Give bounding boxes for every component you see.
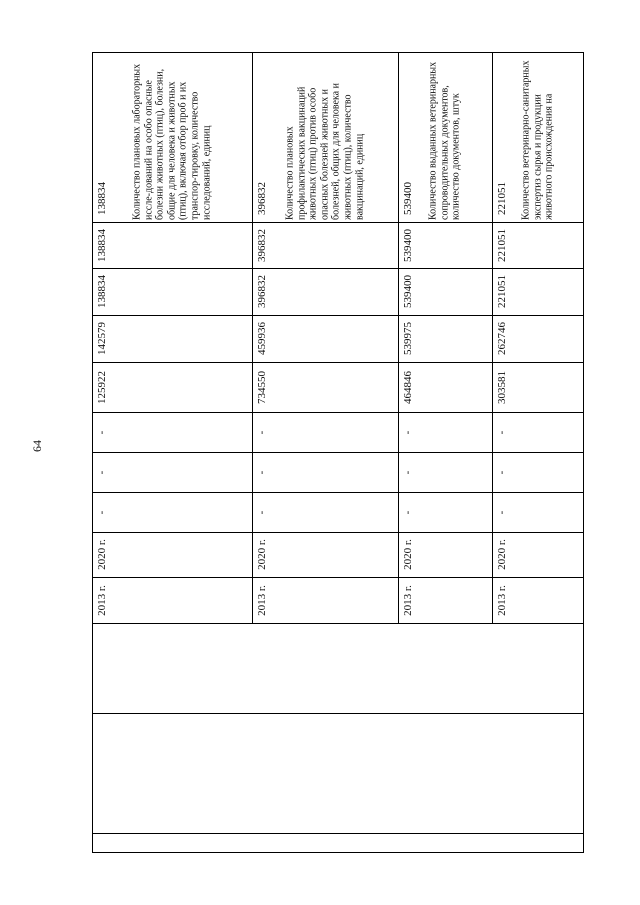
table-lower-separator-2 — [92, 713, 584, 714]
year-cell — [92, 577, 112, 623]
value-text: 539400 — [401, 182, 414, 215]
value-text: - — [495, 470, 508, 474]
value-text: - — [95, 430, 108, 434]
value-cell — [92, 268, 112, 315]
value-cell — [398, 222, 418, 268]
year-text: 2020 г. — [95, 539, 108, 570]
value-text: 262746 — [495, 322, 508, 355]
value-cell — [398, 412, 418, 452]
value-cell — [398, 175, 418, 222]
value-cell — [92, 315, 112, 362]
value-cell — [398, 452, 418, 492]
value-cell — [252, 268, 272, 315]
row-label: Количество плановых профилактических вакцинаций животных (птиц) против особо опасных болезней животных и болезней, общих для человека и животных (птиц), количество вакцинаций, единиц — [284, 83, 365, 220]
row-label-wrap — [252, 52, 398, 222]
value-cell — [398, 315, 418, 362]
value-text: 539400 — [401, 275, 414, 308]
year-cell — [492, 532, 512, 577]
row-label: Количество выданных ветеринарных сопроводительных документов, количество документов, штук — [427, 61, 462, 220]
value-text: 734550 — [255, 370, 268, 404]
year-text: 2013 г. — [95, 584, 108, 616]
value-cell — [492, 315, 512, 362]
value-text: - — [255, 430, 268, 434]
value-cell — [252, 412, 272, 452]
value-text: 221051 — [495, 182, 508, 215]
value-cell — [398, 268, 418, 315]
year-cell — [252, 532, 272, 577]
value-text: - — [401, 470, 414, 474]
page-number: 64 — [30, 440, 44, 452]
value-cell — [92, 222, 112, 268]
year-text: 2013 г. — [401, 584, 414, 616]
value-text: 142579 — [95, 322, 108, 355]
value-text: - — [255, 470, 268, 474]
row-label-wrap — [92, 52, 252, 222]
value-cell — [92, 412, 112, 452]
value-text: 303581 — [495, 370, 508, 404]
value-cell — [492, 175, 512, 222]
year-text: 2013 г. — [495, 584, 508, 616]
value-text: 464846 — [401, 370, 414, 404]
year-text: 2020 г. — [255, 539, 268, 570]
year-text: 2020 г. — [401, 539, 414, 570]
value-text: 539400 — [401, 228, 414, 262]
value-cell — [398, 362, 418, 412]
value-text: 396832 — [255, 182, 268, 215]
value-text: 221051 — [495, 275, 508, 308]
value-cell — [252, 315, 272, 362]
value-cell — [492, 452, 512, 492]
year-text: 2020 г. — [495, 539, 508, 570]
value-cell — [252, 362, 272, 412]
year-cell — [398, 577, 418, 623]
table-lower-separator-3 — [92, 833, 584, 834]
year-cell — [398, 532, 418, 577]
value-text: 396832 — [255, 275, 268, 308]
year-cell — [92, 532, 112, 577]
value-text: 396832 — [255, 228, 268, 262]
value-text: - — [255, 510, 268, 514]
value-cell — [252, 492, 272, 532]
value-cell — [92, 362, 112, 412]
value-text: 138834 — [95, 275, 108, 308]
value-text: - — [95, 470, 108, 474]
value-cell — [492, 492, 512, 532]
table-border-bottom — [92, 852, 584, 853]
value-cell — [492, 268, 512, 315]
value-cell — [252, 452, 272, 492]
value-text: 221051 — [495, 228, 508, 262]
year-text: 2013 г. — [255, 584, 268, 616]
value-cell — [92, 452, 112, 492]
year-cell — [492, 577, 512, 623]
table-lower-separator-1 — [92, 623, 584, 624]
value-text: 138834 — [95, 182, 108, 215]
value-text: 459936 — [255, 322, 268, 355]
value-text: 125922 — [95, 370, 108, 404]
value-text: - — [495, 430, 508, 434]
value-text: 138834 — [95, 228, 108, 262]
row-label: Количество плановых лабораторных иссле-дований на особо опасные болезни животных (птиц), болезни, общие для человека и животных (птиц), включая отбор проб и их транспор-тировку, количество исследований, единиц — [131, 63, 212, 220]
value-cell — [492, 222, 512, 268]
value-text: 539975 — [401, 322, 414, 355]
value-cell — [492, 412, 512, 452]
value-cell — [92, 175, 112, 222]
value-text: - — [495, 510, 508, 514]
value-text: - — [95, 510, 108, 514]
value-cell — [92, 492, 112, 532]
value-cell — [492, 362, 512, 412]
value-cell — [398, 492, 418, 532]
value-text: - — [401, 510, 414, 514]
year-cell — [252, 577, 272, 623]
row-label: Количество ветеринарно-санитарных экспертиз сырья и продукции животного происхождения на — [520, 60, 555, 220]
value-cell — [252, 222, 272, 268]
value-text: - — [401, 430, 414, 434]
value-cell — [252, 175, 272, 222]
